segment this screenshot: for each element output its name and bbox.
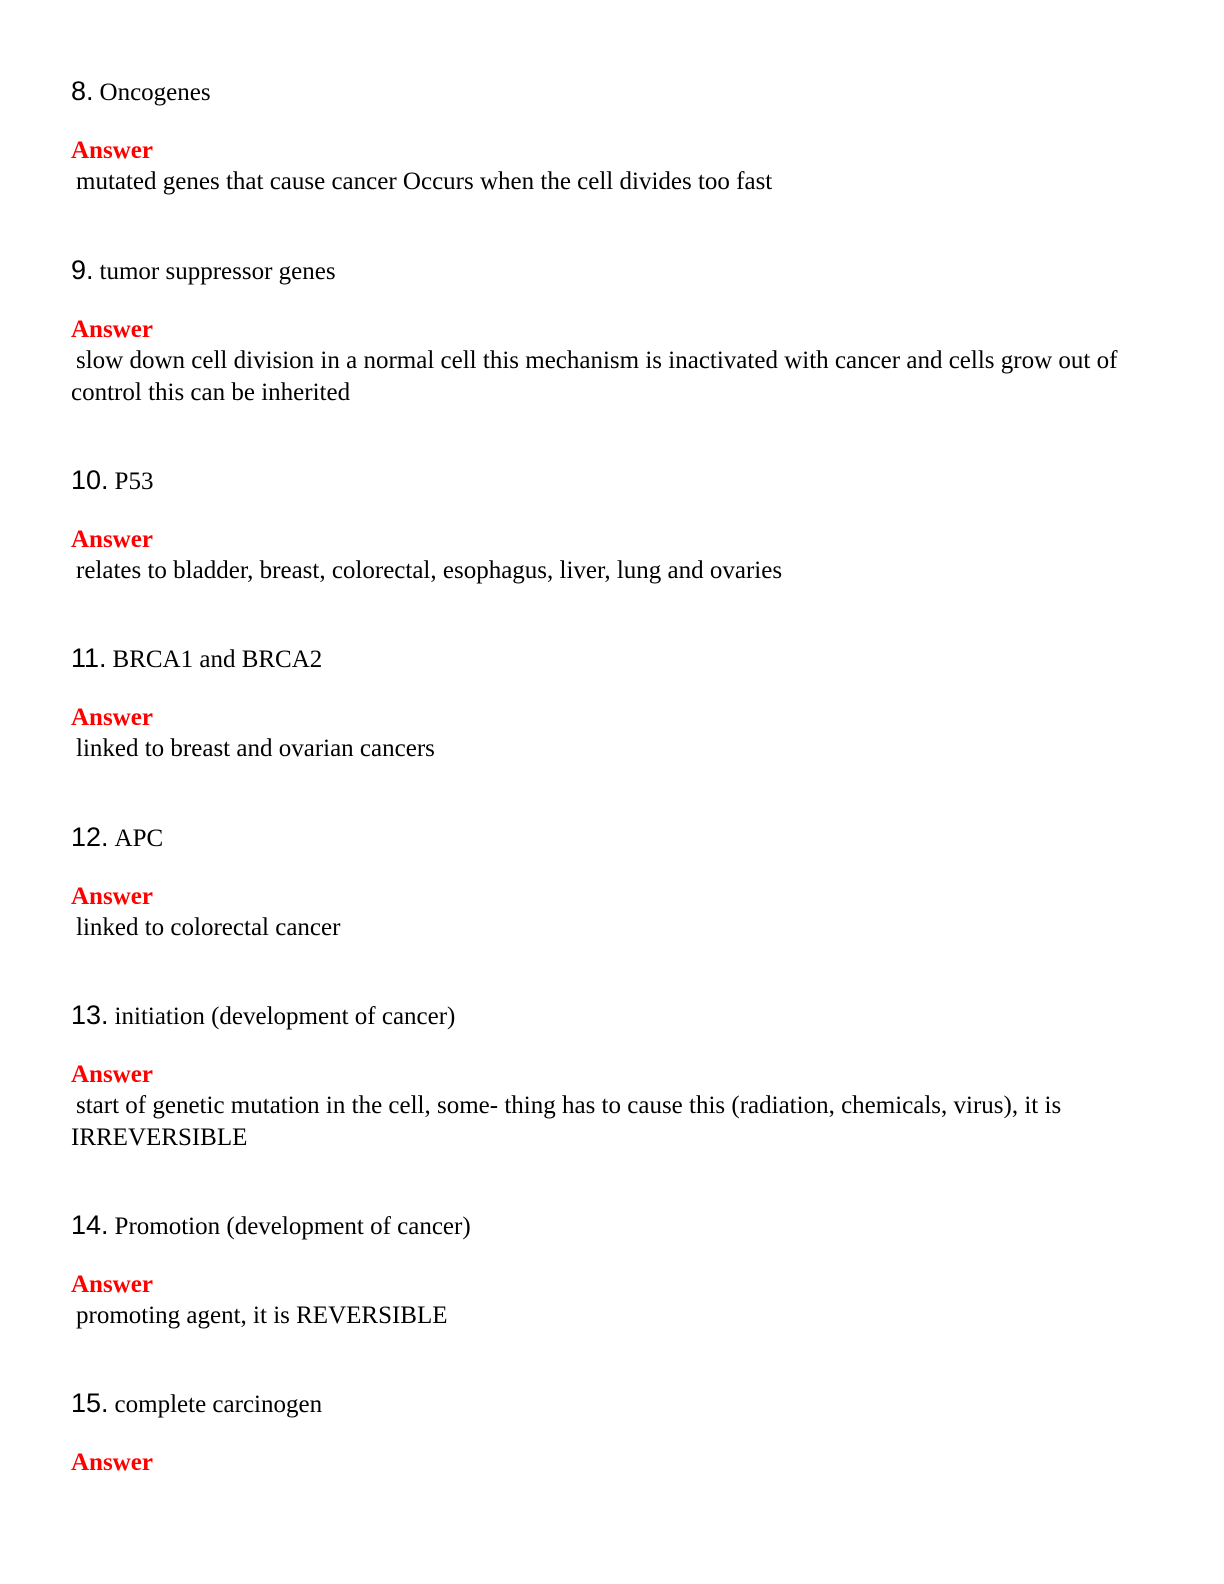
question-number: 12. <box>71 822 109 852</box>
answer-text: linked to colorectal cancer <box>76 914 341 941</box>
question-line <box>71 998 1151 1032</box>
question-block <box>71 998 1151 1154</box>
question-number: 13. <box>71 1000 109 1030</box>
answer-label: Answer <box>71 526 153 553</box>
question-block <box>71 463 1151 587</box>
question-number: 11. <box>71 643 107 673</box>
question-number: 8. <box>71 76 94 106</box>
question-block <box>71 74 1151 198</box>
question-number: 15. <box>71 1388 109 1418</box>
answer-text: slow down cell division in a normal cell this mechanism is inactivated with cancer and cells grow out of control this can be inherited <box>71 347 1118 406</box>
answer-text: start of genetic mutation in the cell, some- thing has to cause this (radiation, chemicals, virus), it is IRREVERSIBLE <box>71 1092 1062 1151</box>
question-text: Promotion (development of cancer) <box>114 1213 471 1240</box>
question-block <box>71 641 1151 765</box>
question-line <box>71 820 1151 854</box>
answer-label: Answer <box>71 704 153 731</box>
question-line <box>71 253 1151 287</box>
question-block <box>71 1208 1151 1332</box>
question-block <box>71 253 1151 409</box>
question-number: 14. <box>71 1210 109 1240</box>
question-text: initiation (development of cancer) <box>114 1003 456 1030</box>
question-line <box>71 463 1151 497</box>
answer-text: promoting agent, it is REVERSIBLE <box>76 1302 448 1329</box>
question-text: tumor suppressor genes <box>99 258 336 285</box>
answer-text: linked to breast and ovarian cancers <box>76 735 435 762</box>
question-line <box>71 1386 1151 1420</box>
question-line <box>71 641 1151 675</box>
answer-label: Answer <box>71 316 153 343</box>
question-text: complete carcinogen <box>114 1391 323 1418</box>
answer-label: Answer <box>71 1271 153 1298</box>
answer-text: mutated genes that cause cancer Occurs when the cell divides too fast <box>76 168 773 195</box>
question-text: Oncogenes <box>99 79 211 106</box>
question-block <box>71 820 1151 944</box>
question-block <box>71 1386 1151 1478</box>
answer-text: relates to bladder, breast, colorectal, esophagus, liver, lung and ovaries <box>76 557 783 584</box>
question-text: APC <box>114 825 164 852</box>
answer-label: Answer <box>71 1449 153 1476</box>
question-text: BRCA1 and BRCA2 <box>112 646 323 673</box>
question-text: P53 <box>114 468 154 495</box>
answer-label: Answer <box>71 883 153 910</box>
answer-label: Answer <box>71 137 153 164</box>
question-number: 10. <box>71 465 109 495</box>
question-line <box>71 74 1151 108</box>
question-number: 9. <box>71 255 94 285</box>
question-line <box>71 1208 1151 1242</box>
answer-label: Answer <box>71 1061 153 1088</box>
